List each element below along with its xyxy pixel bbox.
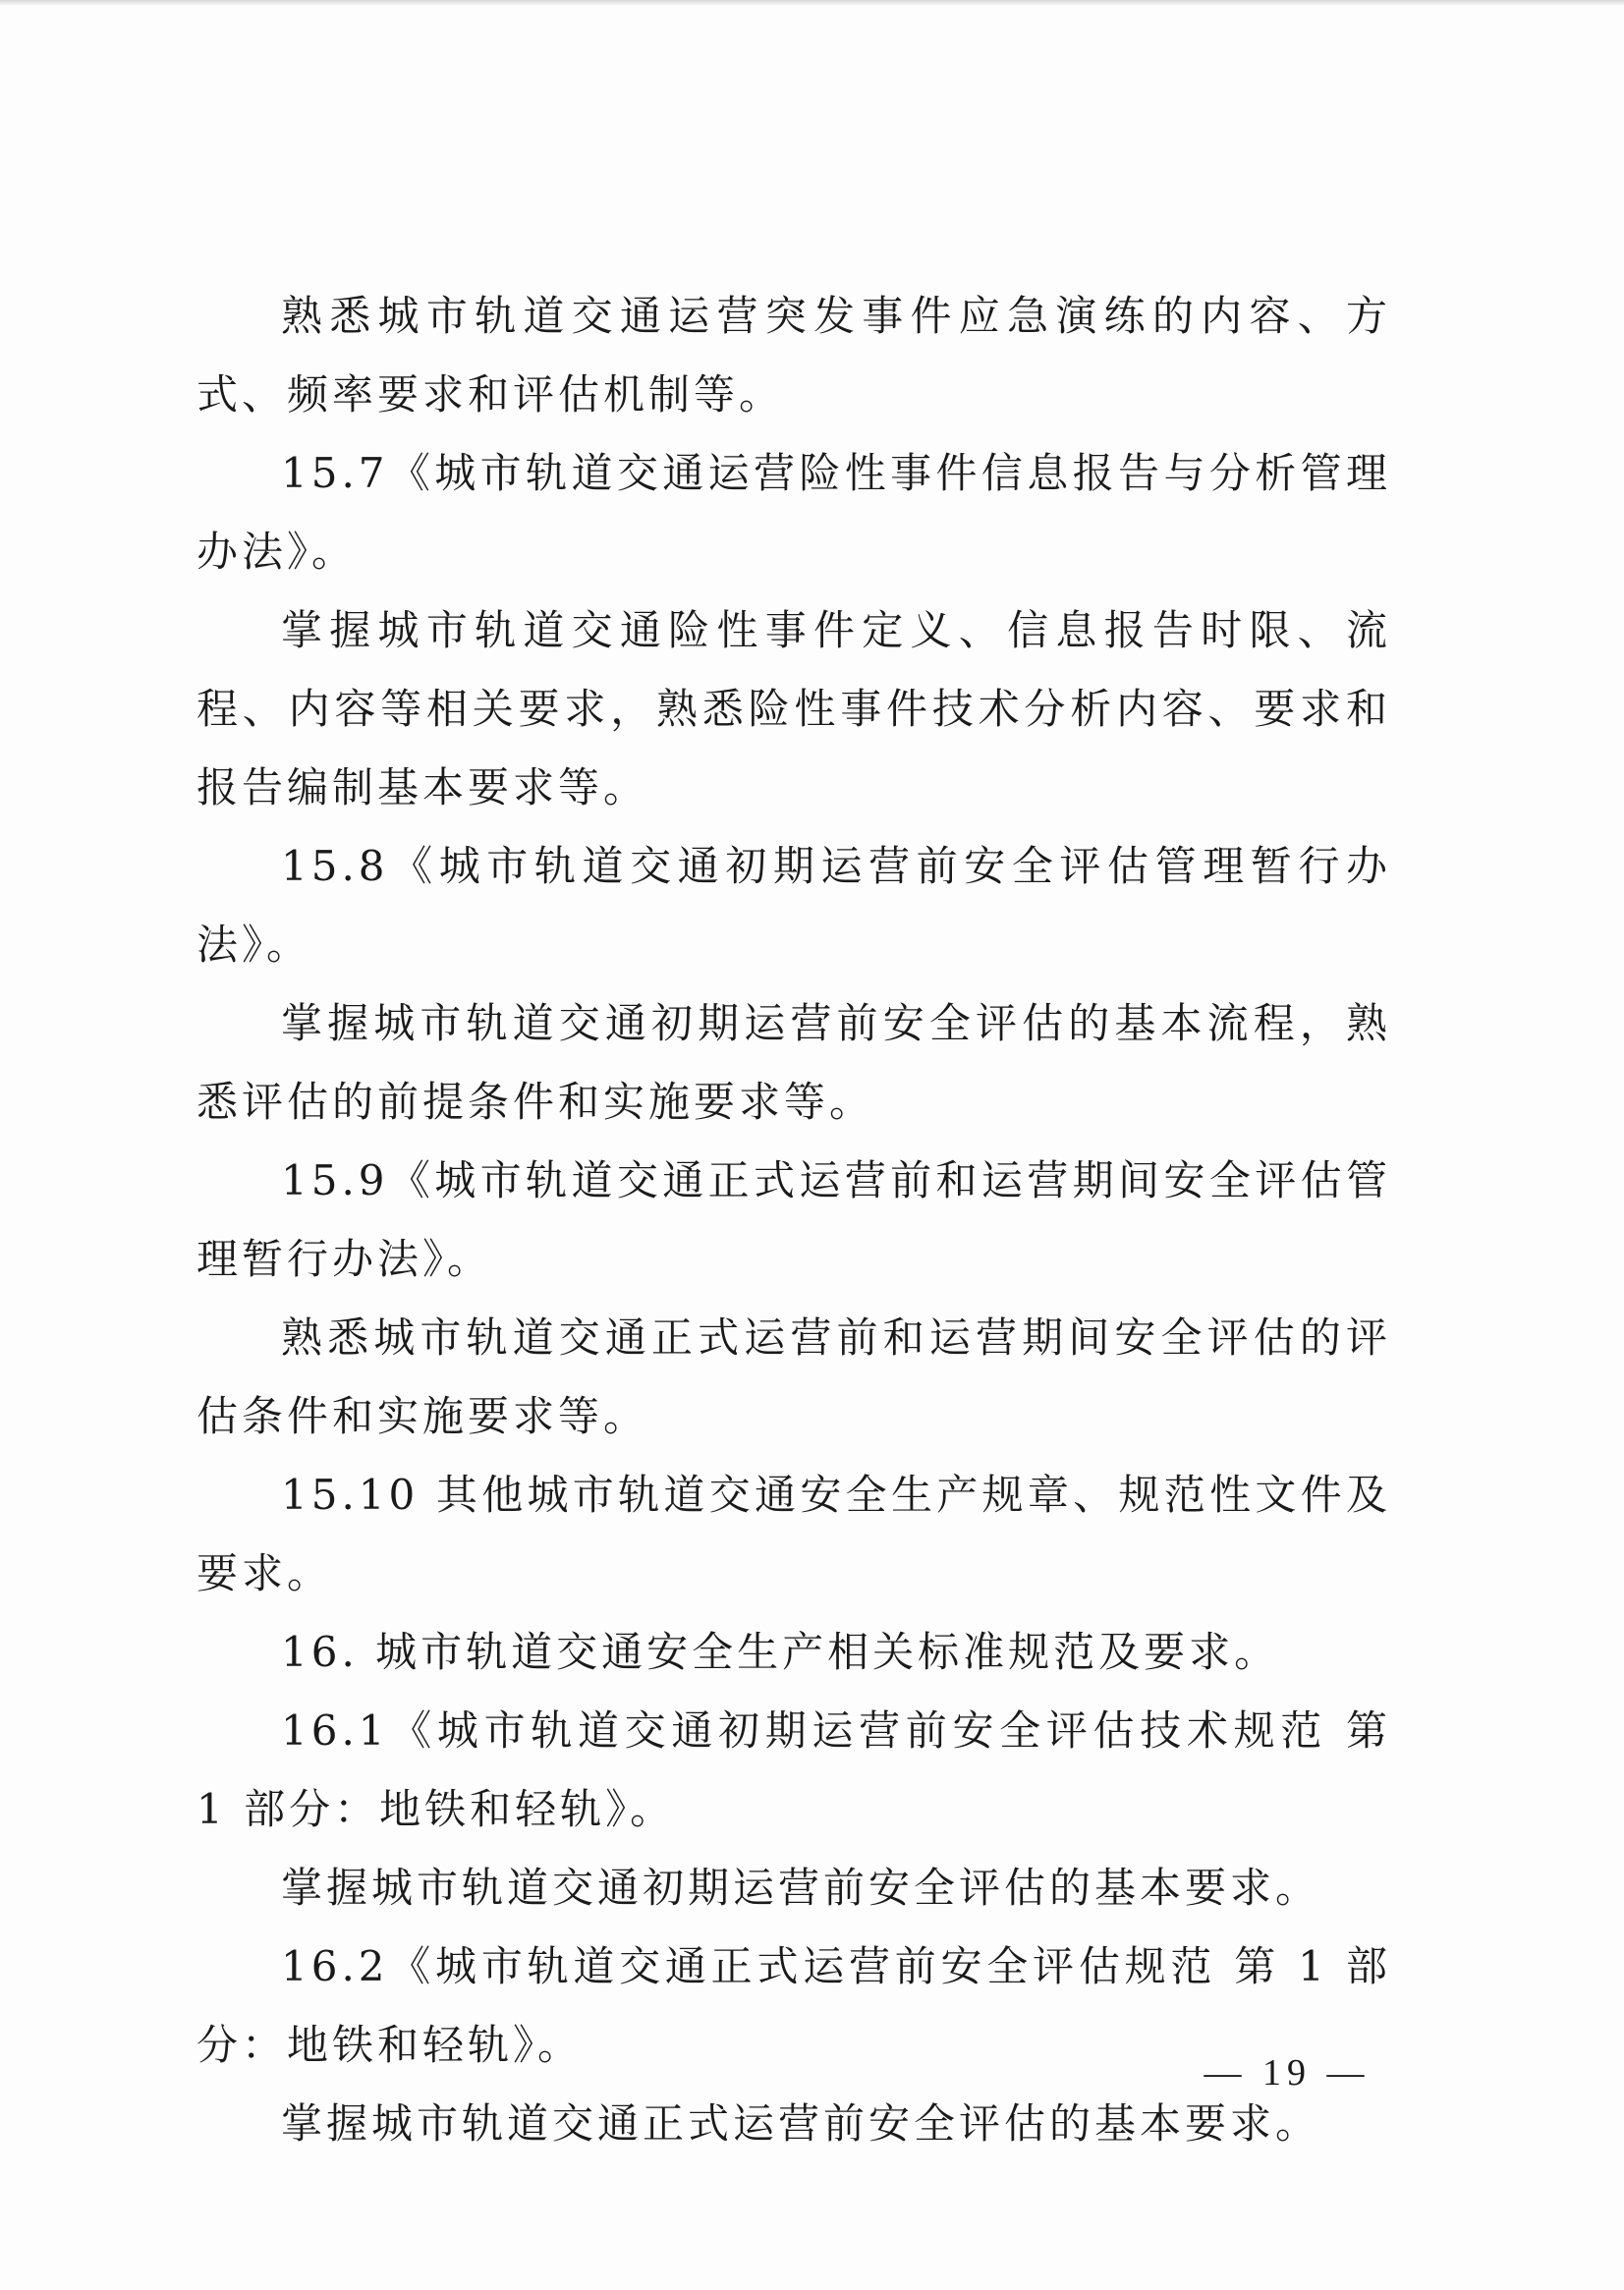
body-text bbox=[196, 277, 1391, 2163]
heading-15-9: 15.9《城市轨道交通正式运营前和运营期间安全评估管理暂行办法》。 bbox=[196, 1156, 1391, 1283]
heading-15-8: 15.8《城市轨道交通初期运营前安全评估管理暂行办法》。 bbox=[196, 842, 1391, 969]
paragraph-initial-requirements: 掌握城市轨道交通初期运营前安全评估的基本要求。 bbox=[281, 1864, 1321, 1912]
heading-15-7: 15.7《城市轨道交通运营险性事件信息报告与分析管理办法》。 bbox=[196, 449, 1391, 576]
paragraph-emergency-drill: 熟悉城市轨道交通运营突发事件应急演练的内容、方式、频率要求和评估机制等。 bbox=[196, 292, 1391, 419]
paragraph-dangerous-events: 掌握城市轨道交通险性事件定义、信息报告时限、流程、内容等相关要求，熟悉险性事件技术分析内容、要求和报告编制基本要求等。 bbox=[196, 606, 1391, 811]
paragraph-formal-requirements: 掌握城市轨道交通正式运营前安全评估的基本要求。 bbox=[281, 2099, 1321, 2148]
paragraph-formal-assessment: 熟悉城市轨道交通正式运营前和运营期间安全评估的评估条件和实施要求等。 bbox=[196, 1313, 1391, 1440]
scan-edge bbox=[0, 0, 1624, 6]
page-number: — 19 — bbox=[1204, 2052, 1371, 2094]
paragraph-initial-assessment: 掌握城市轨道交通初期运营前安全评估的基本流程，熟悉评估的前提条件和实施要求等。 bbox=[196, 999, 1391, 1126]
heading-16: 16. 城市轨道交通安全生产相关标准规范及要求。 bbox=[281, 1628, 1280, 1676]
heading-16-2: 16.2《城市轨道交通正式运营前安全评估规范 第 1 部分：地铁和轻轨》。 bbox=[196, 1942, 1391, 2069]
heading-15-10: 15.10 其他城市轨道交通安全生产规章、规范性文件及要求。 bbox=[196, 1471, 1391, 1597]
heading-16-1: 16.1《城市轨道交通初期运营前安全评估技术规范 第 1 部分：地铁和轻轨》。 bbox=[196, 1706, 1391, 1833]
